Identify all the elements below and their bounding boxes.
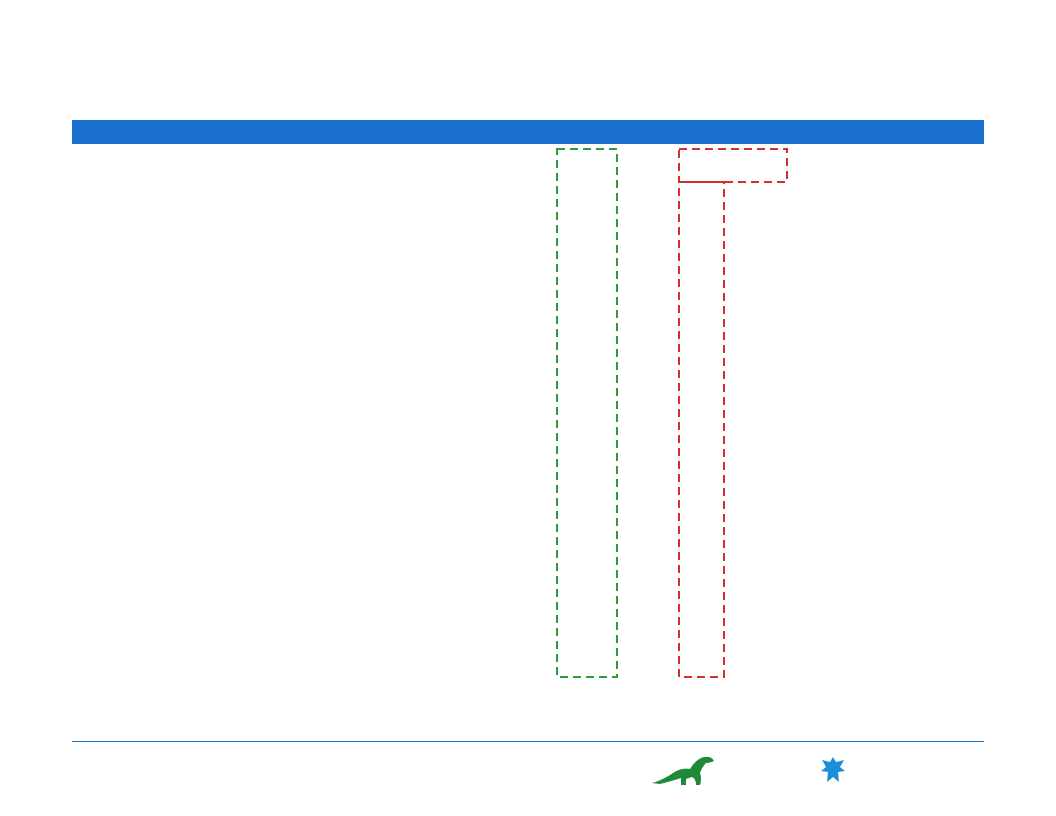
hf-sinclair-logo [650,752,810,788]
dino-proposal-label [564,154,660,166]
barclays-logo [820,755,985,785]
footer-divider [72,741,984,742]
hep-counterproposal-label [684,154,784,166]
section-banner [72,120,984,144]
dino-proposal-highlight [556,148,618,678]
hep-counterproposal-highlight [678,148,788,678]
dinosaur-icon [650,753,720,787]
eagle-icon [820,755,846,785]
